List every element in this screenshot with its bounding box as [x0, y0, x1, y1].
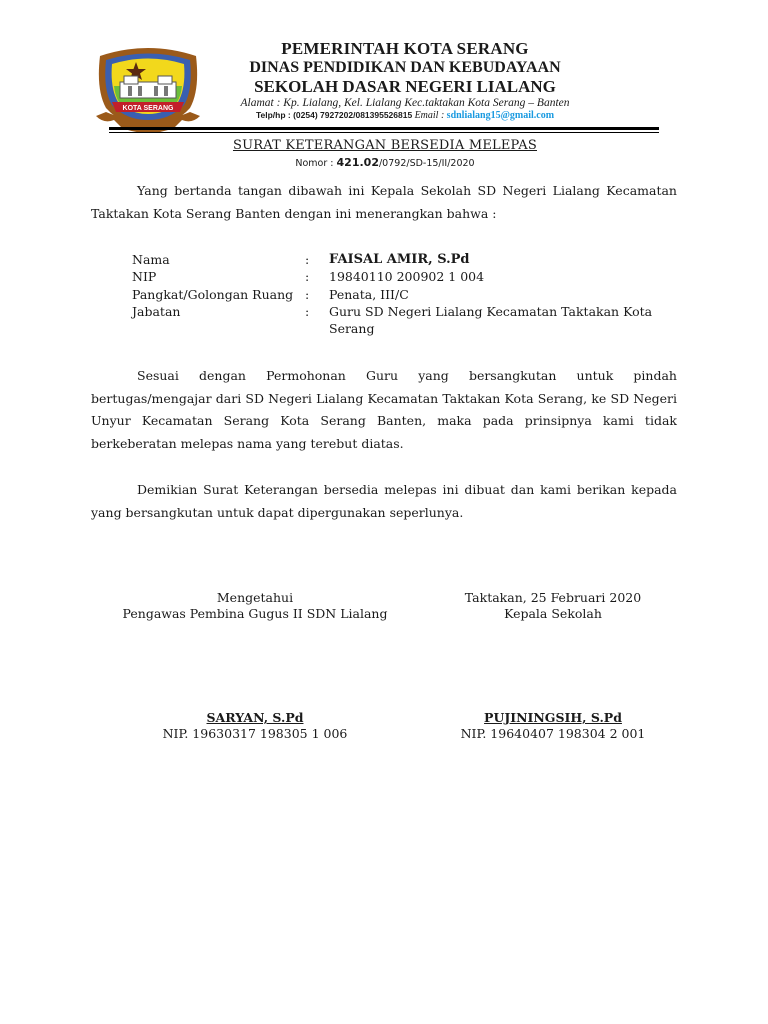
right-sign-line2: Kepala Sekolah	[504, 606, 602, 621]
school-name: SEKOLAH DASAR NEGERI LIALANG	[254, 77, 556, 96]
government-name: PEMERINTAH KOTA SERANG	[281, 39, 529, 58]
left-signatory-nip: NIP. 19630317 198305 1 006	[162, 726, 348, 741]
identity-value-position: Guru SD Negeri Lialang Kecamatan Taktakan Kota Serang	[329, 304, 653, 336]
body-2-text: Demikian Surat Keterangan bersedia melepas ini dibuat dan kami berikan kepada yang bersangkutan untuk dapat dipergunakan seperlunya.	[91, 482, 677, 520]
contact-line	[210, 110, 600, 121]
number-rest: /0792/SD-15/II/2020	[378, 158, 475, 169]
header-rule-thick	[109, 127, 659, 130]
body-paragraph-2	[91, 479, 677, 524]
identity-value-rank: Penata, III/C	[329, 287, 409, 302]
letter-number	[110, 156, 660, 169]
email-link[interactable]: sdnlialang15@gmail.com	[446, 110, 555, 121]
right-signatory-nip: NIP. 19640407 198304 2 001	[460, 726, 646, 741]
header-rule-thin	[109, 132, 659, 133]
phone-text: Telp/hp : (0254) 7927202/081395526815	[255, 110, 413, 120]
left-signatory-name: SARYAN, S.Pd	[206, 710, 304, 725]
identity-label-position: Jabatan	[132, 304, 181, 319]
logo-text: KOTA SERANG	[122, 105, 174, 112]
left-signatory	[105, 710, 405, 742]
email-label: Email :	[414, 110, 445, 121]
left-sign-heading	[105, 590, 405, 622]
department-name: DINAS PENDIDIKAN DAN KEBUDAYAAN	[249, 59, 561, 76]
identity-label-name: Nama	[132, 252, 170, 267]
city-logo	[94, 46, 202, 134]
letter-title: SURAT KETERANGAN BERSEDIA MELEPAS	[232, 138, 537, 153]
right-sign-heading	[418, 590, 688, 622]
identity-colon: :	[305, 252, 310, 267]
identity-label-nip: NIP	[132, 269, 157, 284]
number-code: 421.02	[336, 156, 379, 169]
number-label: Nomor :	[295, 158, 334, 169]
right-sign-line1: Taktakan, 25 Februari 2020	[464, 590, 642, 605]
right-signatory-name: PUJININGSIH, S.Pd	[484, 710, 622, 725]
left-sign-line2: Pengawas Pembina Gugus II SDN Lialang	[122, 606, 388, 621]
body-paragraph-1	[91, 365, 677, 455]
body-1-text: Sesuai dengan Permohonan Guru yang bersangkutan untuk pindah bertugas/mengajar dari SD Negeri Lialang Kecamatan Taktakan Kota Serang, ke SD Negeri Unyur Kecamatan Serang Kota Serang Banten, maka pada prinsipnya kami tidak berkeberatan melepas nama yang terebut diatas.	[91, 368, 677, 451]
identity-colon: :	[305, 304, 310, 319]
school-address: Alamat : Kp. Lialang, Kel. Lialang Kec.taktakan Kota Serang – Banten	[240, 97, 570, 109]
right-signatory	[418, 710, 688, 742]
identity-value-name: FAISAL AMIR, S.Pd	[329, 252, 470, 267]
identity-label-rank: Pangkat/Golongan Ruang	[132, 287, 294, 302]
left-sign-line1: Mengetahui	[216, 590, 294, 605]
intro-paragraph	[91, 180, 677, 225]
identity-colon: :	[305, 269, 310, 284]
identity-value-nip: 19840110 200902 1 004	[329, 269, 485, 284]
identity-colon: :	[305, 287, 310, 302]
intro-text: Yang bertanda tangan dibawah ini Kepala Sekolah SD Negeri Lialang Kecamatan Taktakan Kota Serang Banten dengan ini menerangkan bahwa :	[91, 183, 677, 221]
